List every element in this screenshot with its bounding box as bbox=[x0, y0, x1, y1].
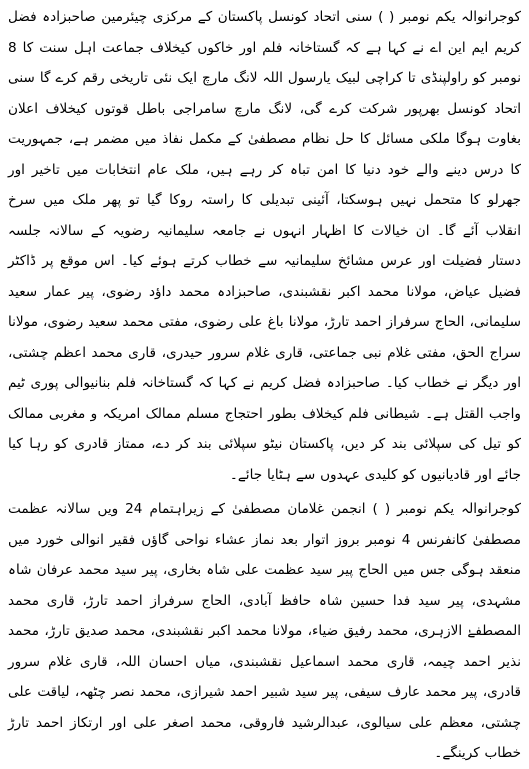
article-body: سنی اتحاد کونسل پاکستان کے مرکزی چیئرمین صاحبزادہ فضل کریم ایم این اے نے کہا ہے کہ گستاخانہ فلم اور خاکوں کیخلاف جماعت اہل سنت کا 8 نومبر کو راولپنڈی تا کراچی لبیک یارسول اللہ لانگ مارچ ایک نئی تاریخی رقم کرے گا سنی اتحاد کونسل بھرپور شرکت کرے گی، لانگ مارچ سامراجی باطل قوتوں کیخلاف اعلان بغاوت ہوگا ملکی مسائل کا حل نظام مصطفیٰ کے مکمل نفاذ میں مضمر ہے، جمہوریت کا درس دینے والے خود دنیا کا امن تباہ کر رہے ہیں، ملک عام انتخابات میں تاخیر اور جھرلو کا متحمل نہیں ہوسکتا، آئینی تبدیلی کا راستہ روکا گیا تو پھر ملک میں سرخ انقلاب آئے گا۔ ان خیالات کا اظہار انہوں نے جامعہ سلیمانیہ رضویہ کے سالانہ جلسہ دستار فضیلت اور عرس مشائخ سلیمانیہ سے خطاب کرتے ہوئے کیا۔ اس موقع پر ڈاکٹر فضیل عیاض، مولانا محمد اکبر نقشبندی، صاحبزادہ محمد داؤد رضوی، پیر عمار سعید سلیمانی، الحاج سرفراز احمد تارڑ، مولانا باغ علی رضوی، مفتی محمد سعید رضوی، مولانا سراج الحق، مفتی غلام نبی جماعتی، قاری غلام سرور حیدری، قاری محمد اعظم چشتی، اور دیگر نے خطاب کیا۔ صاحبزادہ فضل کریم نے کہا کہ گستاخانہ فلم بنانیوالی پوری ٹیم واجب القتل ہے۔ شیطانی فلم کیخلاف بطور احتجاج مسلم ممالک امریکہ و مغربی ممالک کو تیل کی سپلائی بند کر دیں، پاکستان نیٹو سپلائی بند کر دے، ممتاز قادری کو رہا کیا جائے اور قادیانیوں کو کلیدی عہدوں سے ہٹایا جائے۔ bbox=[8, 9, 521, 483]
article-body: انجمن غلامان مصطفیٰ کے زیراہتمام 24 ویں سالانہ عظمت مصطفیٰ کانفرنس 4 نومبر بروز اتوار بعد نماز عشاء نواحی گاؤں فقیر انوالی خورد میں منعقد ہوگی جس میں الحاج پیر سید عظمت علی شاہ بخاری، پیر سید محمد عرفان شاہ مشہدی، پیر سید فدا حسین شاہ حافظ آبادی، الحاج سرفراز احمد تارڑ، قاری محمد المصطفےٰ الازہری، محمد رفیق ضیاء، مولانا محمد اکبر نقشبندی، محمد صدیق تارڑ، محمد نذیر احمد چیمہ، قاری محمد اسماعیل نقشبندی، میاں احسان اللہ، قاری غلام سرور قادری، پیر محمد عارف سیفی، پیر سید شبیر احمد شیرازی، محمد نصر چٹھہ، لیاقت علی چشتی، معظم علی سیالوی، عبدالرشید فاروقی، محمد اصغر علی اور ارتکاز احمد تارڑ خطاب کرینگے۔ bbox=[8, 501, 521, 761]
article-paragraph bbox=[8, 2, 521, 490]
article-paragraph bbox=[8, 494, 521, 769]
article-dateline: کوجرانوالہ یکم نومبر ( ) bbox=[372, 501, 521, 517]
article-sunni-ittehad-council bbox=[8, 2, 521, 490]
article-dateline: کوجرانوالہ یکم نومبر ( ) bbox=[378, 9, 522, 25]
article-azmat-e-mustafa-conference bbox=[8, 494, 521, 769]
